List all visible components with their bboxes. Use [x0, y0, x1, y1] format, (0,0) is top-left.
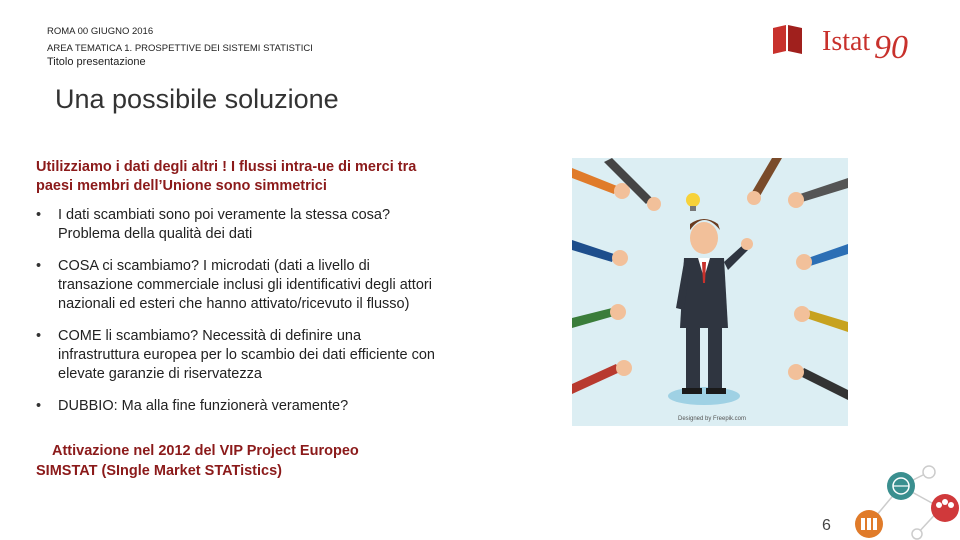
bullet-item: [36, 397, 436, 416]
closing-line-2: SIMSTAT (SIngle Market STATistics): [36, 463, 282, 479]
lead-statement: Utilizziamo i dati degli altri ! I flussi intra-ue di merci tra paesi membri dell’Unione sono simmetrici: [36, 159, 417, 194]
bullet-text: COME li scambiamo? Necessità di definire una infrastruttura europea per lo scambio dei dati efficiente con elevate garanzie di riservatezza: [58, 328, 435, 382]
illustration-credit: Designed by Freepik.com: [677, 416, 747, 422]
header-area: AREA TEMATICA 1. PROSPETTIVE DEI SISTEMI STATISTICI: [47, 43, 313, 54]
arm-icon: [788, 178, 848, 208]
logo-flag-icon: [773, 25, 802, 54]
bullet-text: I dati scambiati sono poi veramente la stessa cosa? Problema della qualità dei dati: [58, 207, 391, 242]
arm-icon: [794, 306, 848, 332]
arm-icon: [572, 304, 626, 328]
bullet-item: [36, 327, 436, 384]
arm-icon: [747, 158, 782, 205]
decorative-network-icons: [845, 462, 960, 540]
businessman-figure: [676, 219, 753, 394]
arm-icon: [572, 240, 628, 266]
arm-icon: [796, 244, 848, 270]
bullet-item: [36, 257, 436, 314]
bullet-dot: •: [36, 207, 42, 223]
books-icon: [855, 510, 883, 538]
header-date: ROMA 00 GIUGNO 2016: [47, 26, 154, 37]
slide-title: Una possibile soluzione: [55, 84, 339, 114]
bullet-dot: •: [36, 258, 42, 274]
arm-icon: [572, 360, 632, 394]
header-subtitle: Titolo presentazione: [47, 56, 146, 68]
bullet-text: COSA ci scambiamo? I microdati (dati a livello di transazione commerciale inclusi gli identificativi degli attori nazionali ed esteri che hanno attivato/ricevuto il flusso): [58, 258, 432, 312]
businessman-thumbs-up-illustration: [572, 158, 848, 426]
bullet-list: [36, 206, 436, 429]
arm-icon: [788, 364, 848, 400]
bullet-item: [36, 206, 436, 244]
people-icon: [931, 494, 959, 522]
closing-statement: [36, 441, 456, 481]
closing-line-1: Attivazione nel 2012 del VIP Project Europeo: [52, 443, 359, 459]
logo-anniversary: 90: [874, 29, 908, 66]
page-number: 6: [822, 517, 831, 534]
logo-text: Istat: [822, 26, 871, 57]
lightbulb-icon: [686, 193, 700, 211]
bullet-dot: •: [36, 328, 42, 344]
bullet-text: DUBBIO: Ma alla fine funzionerà veramente?: [58, 398, 349, 414]
istat-logo: [770, 20, 920, 70]
illustration: [572, 158, 848, 426]
bullet-dot: •: [36, 398, 42, 414]
globe-icon: [887, 472, 915, 500]
